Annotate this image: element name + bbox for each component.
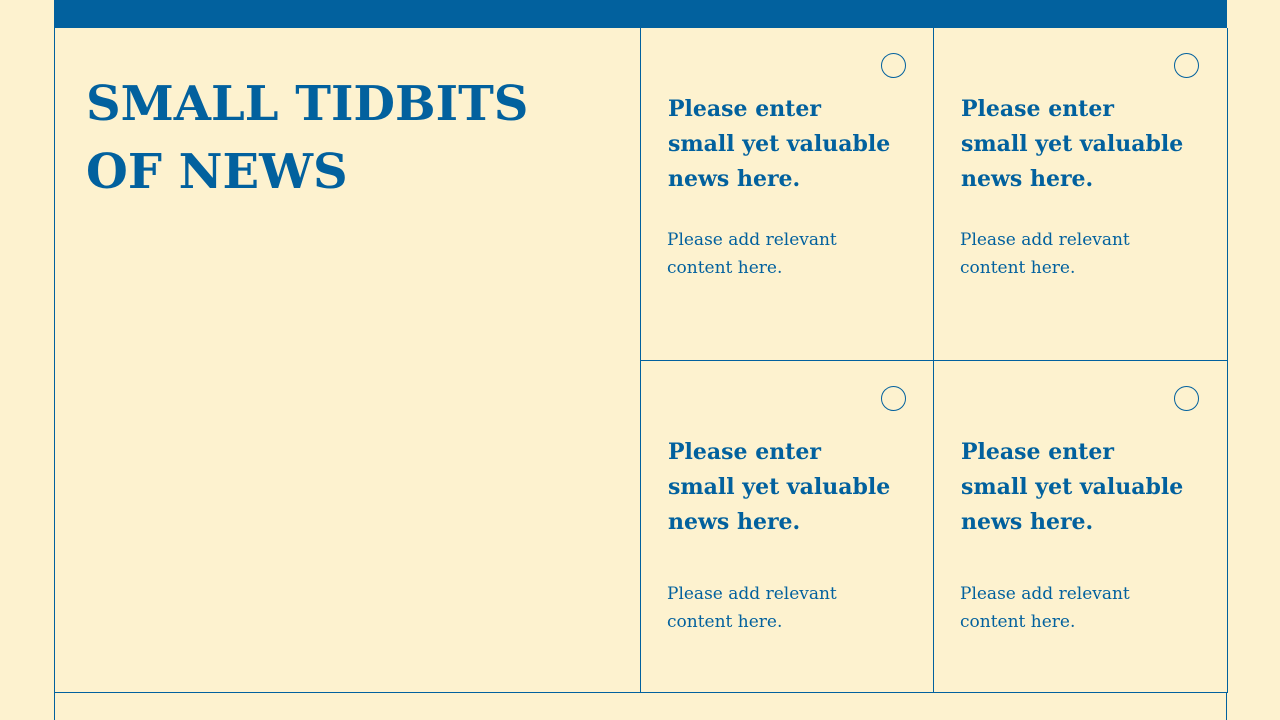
body-line: Please add relevant [960, 230, 1130, 250]
body-line: Please add relevant [960, 584, 1130, 604]
headline-line: Please enter [961, 439, 1114, 465]
news-card-2 [934, 28, 1226, 360]
body-line: content here. [960, 258, 1076, 278]
card-body [667, 226, 907, 282]
headline-line: news here. [668, 166, 801, 192]
title-line-1: SMALL TIDBITS [86, 76, 529, 132]
circle-icon [1174, 386, 1199, 411]
card-headline [961, 435, 1201, 540]
body-line: Please add relevant [667, 230, 837, 250]
card-headline [668, 435, 908, 540]
circle-icon [881, 386, 906, 411]
headline-line: small yet valuable [961, 474, 1184, 500]
headline-line: small yet valuable [961, 131, 1184, 157]
frame-edge-right [1226, 693, 1227, 720]
headline-line: news here. [668, 509, 801, 535]
headline-line: Please enter [668, 439, 821, 465]
body-line: content here. [960, 612, 1076, 632]
card-headline [668, 92, 908, 197]
page-title [86, 70, 606, 206]
news-card-1 [641, 28, 933, 360]
frame-edge-left [54, 693, 55, 720]
headline-line: Please enter [961, 96, 1114, 122]
top-accent-bar [54, 0, 1227, 28]
headline-line: small yet valuable [668, 131, 891, 157]
body-line: Please add relevant [667, 584, 837, 604]
card-body [960, 226, 1200, 282]
news-card-4 [934, 361, 1226, 693]
card-headline [961, 92, 1201, 197]
body-line: content here. [667, 612, 783, 632]
headline-line: Please enter [668, 96, 821, 122]
headline-line: small yet valuable [668, 474, 891, 500]
headline-line: news here. [961, 166, 1094, 192]
circle-icon [1174, 53, 1199, 78]
circle-icon [881, 53, 906, 78]
headline-line: news here. [961, 509, 1094, 535]
card-body [960, 580, 1200, 636]
body-line: content here. [667, 258, 783, 278]
title-line-2: OF NEWS [86, 144, 348, 200]
card-body [667, 580, 907, 636]
news-card-3 [641, 361, 933, 693]
